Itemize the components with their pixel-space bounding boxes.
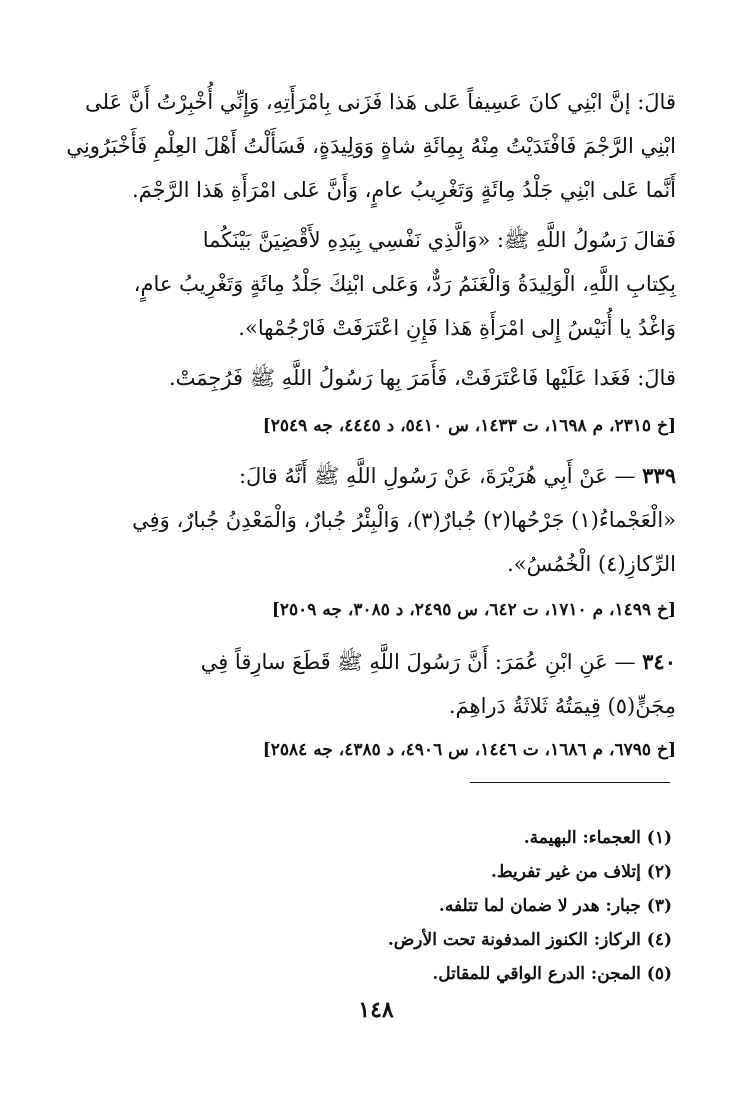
- hadith-339-line2: «الْعَجْماءُ(١) جَرْحُها(٢) جُبارٌ(٣)، وَالْبِئْرُ جُبارٌ، وَالْمَعْدِنُ جُبارٌ، وَفِي: [132, 508, 676, 532]
- hadith-339-line1-text: — عَنْ أَبِي هُرَيْرَةَ، عَنْ رَسُولِ اللَّهِ ﷺ أَنَّهُ قالَ:: [238, 464, 636, 488]
- hadith-339-line1: [86, 462, 676, 490]
- hadith-340-line1-text: — عَنِ ابْنِ عُمَرَ: أَنَّ رَسُولَ اللَّهِ ﷺ قَطَعَ سارِقاً فِي: [200, 650, 636, 674]
- hadith-339-line3: الرِّكازِ(٤) الْخُمُسُ».: [507, 552, 676, 576]
- footnote-2: (٢) إتلاف من غير تفريط.: [490, 862, 672, 882]
- hadith-339-number: ٣٣٩: [642, 463, 676, 488]
- footnote-1: (١) العجماء: البهيمة.: [523, 828, 672, 848]
- footnote-5: (٥) المجن: الدرع الواقي للمقاتل.: [432, 964, 672, 984]
- paragraph1-line2: ابْنِي الرَّجْمَ فَافْتَدَيْتُ مِنْهُ بِمِائَةِ شاةٍ وَوَلِيدَةٍ، فَسَأَلْتُ أَهْلَ العِلْمِ فَأَخْبَرُونِي: [66, 134, 676, 158]
- footnote-4: (٤) الركاز: الكنوز المدفونة تحت الأرض.: [387, 930, 672, 950]
- footnote-3: (٣) جبار: هدر لا ضمان لما تتلفه.: [438, 896, 672, 916]
- paragraph2-line1: فَقالَ رَسُولُ اللَّهِ ﷺ: «وَالَّذِي نَفْسِي بِيَدِهِ لأَقْضِيَنَّ بَيْنَكُما: [202, 228, 676, 252]
- paragraph1-line1: قالَ: إنَّ ابْنِي كانَ عَسِيفاً عَلى هَذا فَزَنى بِامْرَأَتِهِ، وَإِنِّي أُخْبِرْتُ أَنَّ عَلى: [85, 90, 676, 114]
- hadith-340-number: ٣٤٠: [642, 649, 676, 674]
- page-number: ١٤٨: [358, 997, 394, 1023]
- paragraph3-line1: قالَ: فَغَدا عَلَيْها فَاعْتَرَفَتْ، فَأَمَرَ بِها رَسُولُ اللَّهِ ﷺ فَرُجِمَتْ.: [169, 366, 676, 390]
- reference-1: [خ ٢٣١٥، م ١٦٩٨، ت ١٤٣٣، س ٥٤١٠، د ٤٤٤٥، جه ٢٥٤٩]: [262, 416, 676, 436]
- paragraph1-line3: أَنَّما عَلى ابْنِي جَلْدُ مِائَةٍ وَتَغْرِيبُ عامٍ، وَأَنَّ عَلى امْرَأَةِ هَذا الرَّجْمَ.: [131, 178, 676, 202]
- paragraph2-line3: وَاغْدُ يا أُنَيْسُ إِلى امْرَأَةِ هَذا فَإِنِ اعْتَرَفَتْ فَارْجُمْها».: [238, 316, 676, 340]
- footnote-divider: [470, 782, 670, 783]
- reference-3: [خ ٦٧٩٥، م ١٦٨٦، ت ١٤٤٦، س ٤٩٠٦، د ٤٣٨٥، جه ٢٥٨٤]: [262, 740, 676, 760]
- hadith-340-line2: مِجَنٍّ(٥) قِيمَتُهُ ثَلاثَةُ دَراهِمَ.: [448, 694, 676, 718]
- paragraph2-line2: بِكِتابِ اللَّهِ، الْوَلِيدَةُ وَالْغَنَمُ رَدٌّ، وَعَلى ابْنِكَ جَلْدُ مِائَةٍ وَتَغْرِيبُ عامٍ،: [133, 272, 676, 296]
- hadith-340-line1: [86, 648, 676, 676]
- reference-2: [خ ١٤٩٩، م ١٧١٠، ت ٦٤٢، س ٢٤٩٥، د ٣٠٨٥، جه ٢٥٠٩]: [271, 600, 676, 620]
